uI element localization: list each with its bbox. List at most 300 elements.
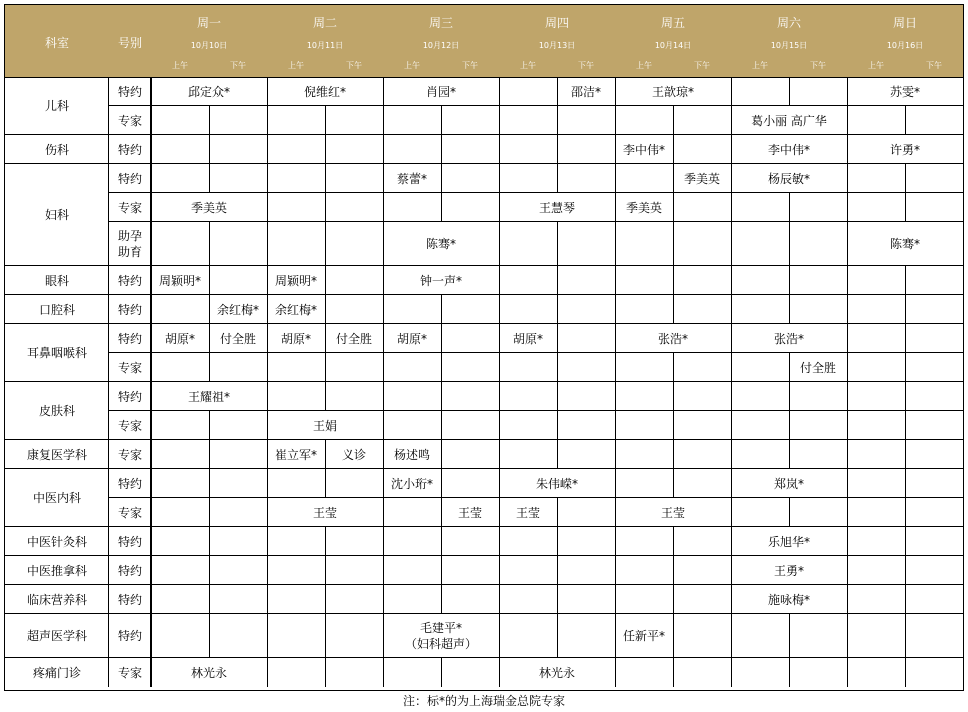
doctor-slot: 王歆琼* [651, 84, 694, 99]
grid-line [963, 382, 964, 411]
doctor-slot: 邱定众* [187, 84, 230, 99]
booking-type-cell: 特约 [117, 389, 142, 404]
doctor-slot: 季美英 [190, 200, 227, 215]
grid-line [905, 382, 906, 411]
grid-line [325, 295, 326, 324]
grid-line [615, 106, 616, 135]
department-name: 疼痛门诊 [32, 665, 81, 680]
schedule-table [4, 4, 964, 691]
grid-line [789, 77, 790, 106]
grid-line [615, 585, 616, 614]
header-day-date: 10月10日 [190, 41, 228, 50]
grid-line [441, 324, 442, 353]
grid-line [905, 295, 906, 324]
grid-line [847, 556, 848, 585]
doctor-slot: 杨述鸣 [393, 447, 430, 462]
grid-line [847, 469, 848, 498]
grid-line [151, 440, 152, 469]
grid-line [325, 585, 326, 614]
grid-line [209, 106, 210, 135]
grid-line [325, 469, 326, 498]
header-day-date: 10月14日 [654, 41, 692, 50]
grid-line [325, 658, 326, 687]
grid-line [151, 411, 152, 440]
grid-line [905, 527, 906, 556]
booking-type-cell: 特约 [117, 171, 142, 186]
grid-line [905, 353, 906, 382]
department-name: 妇科 [44, 208, 69, 222]
doctor-slot: 肖园* [425, 84, 456, 99]
doctor-slot: 乐旭华* [767, 534, 810, 549]
doctor-slot: 沈小珩* [390, 476, 433, 491]
grid-line [673, 440, 674, 469]
department-name: 中医推拿科 [26, 563, 87, 578]
grid-line [789, 498, 790, 527]
grid-line [615, 527, 616, 556]
doctor-slot: 钟一声* [419, 273, 462, 288]
doctor-slot: 王勇* [773, 563, 804, 578]
header-am-label: 上午 [520, 61, 536, 70]
grid-line [151, 556, 152, 585]
grid-line [731, 353, 732, 382]
grid-line [905, 469, 906, 498]
grid-line [499, 353, 500, 382]
grid-line [731, 193, 732, 222]
doctor-slot: 胡原* [512, 331, 543, 346]
grid-line [151, 295, 152, 324]
grid-line [615, 440, 616, 469]
grid-line [789, 440, 790, 469]
grid-line [905, 411, 906, 440]
grid-line [673, 222, 674, 266]
table-header [5, 5, 963, 77]
grid-line [673, 382, 674, 411]
header-pm-label: 下午 [694, 61, 710, 70]
grid-line [499, 164, 500, 193]
doctor-slot: 朱伟嵘* [535, 476, 578, 491]
doctor-slot: 付全胜 [335, 331, 372, 346]
department-name: 康复医学科 [26, 447, 87, 462]
grid-line [267, 222, 268, 266]
doctor-slot: 王慧琴 [538, 200, 575, 215]
grid-line [673, 295, 674, 324]
grid-line [499, 106, 500, 135]
grid-line [673, 411, 674, 440]
grid-line [615, 164, 616, 193]
grid-line [151, 614, 152, 658]
grid-line [151, 469, 152, 498]
grid-line [557, 164, 558, 193]
doctor-slot: 崔立军* [274, 447, 317, 462]
doctor-slot: 胡原* [280, 331, 311, 346]
grid-line [731, 77, 732, 106]
grid-line [963, 556, 964, 585]
grid-line [325, 222, 326, 266]
grid-line [905, 556, 906, 585]
doctor-slot: 胡原* [396, 331, 427, 346]
grid-line [267, 106, 268, 135]
doctor-slot: 王莹 [515, 505, 540, 520]
grid-line [557, 411, 558, 440]
grid-line [499, 614, 500, 658]
header-pm-label: 下午 [346, 61, 362, 70]
grid-line [383, 527, 384, 556]
grid-line [615, 469, 616, 498]
grid-line [905, 614, 906, 658]
header-day-name: 周二 [312, 16, 337, 30]
grid-line [557, 585, 558, 614]
grid-line [673, 353, 674, 382]
grid-line [383, 353, 384, 382]
grid-line [963, 440, 964, 469]
grid-line [441, 469, 442, 498]
grid-line [499, 135, 500, 164]
grid-line [963, 135, 964, 164]
grid-line [673, 193, 674, 222]
booking-type-cell: 特约 [117, 629, 142, 643]
booking-type-cell: 特约 [117, 331, 142, 346]
grid-line [963, 585, 964, 614]
doctor-slot: 邵洁* [570, 84, 601, 99]
grid-line [383, 382, 384, 411]
grid-line [325, 193, 326, 222]
grid-line [151, 222, 152, 266]
grid-line [150, 77, 151, 687]
grid-line [847, 382, 848, 411]
grid-line [963, 295, 964, 324]
grid-line [673, 556, 674, 585]
doctor-slot: 任新平* [622, 629, 665, 643]
grid-line [731, 658, 732, 687]
booking-type-cell: 特约 [117, 592, 142, 607]
doctor-slot: 施咏梅* [767, 592, 810, 607]
grid-line [5, 77, 963, 78]
grid-line [673, 585, 674, 614]
grid-line [441, 585, 442, 614]
grid-line [267, 193, 268, 222]
grid-line [789, 411, 790, 440]
grid-line [905, 585, 906, 614]
header-day-name: 周日 [892, 16, 917, 30]
grid-line [963, 77, 964, 106]
grid-line [499, 266, 500, 295]
grid-line [731, 222, 732, 266]
header-day-date: 10月12日 [422, 41, 460, 50]
grid-line [789, 193, 790, 222]
grid-line [963, 658, 964, 687]
grid-line [209, 135, 210, 164]
grid-line [905, 498, 906, 527]
doctor-slot: 付全胜 [219, 331, 256, 346]
header-am-label: 上午 [288, 61, 304, 70]
grid-line [905, 266, 906, 295]
grid-line [673, 469, 674, 498]
doctor-slot: 义诊 [341, 447, 366, 462]
booking-type-cell: 特约 [117, 142, 142, 157]
department-name: 眼科 [44, 273, 69, 288]
grid-line [151, 498, 152, 527]
grid-line [209, 469, 210, 498]
grid-line [209, 527, 210, 556]
grid-line [789, 382, 790, 411]
booking-type-cell: 特约 [117, 563, 142, 578]
grid-line [441, 440, 442, 469]
header-pm-label: 下午 [578, 61, 594, 70]
grid-line [209, 498, 210, 527]
grid-line [673, 135, 674, 164]
department-name: 皮肤科 [38, 404, 75, 418]
doctor-slot: 王娟 [312, 418, 337, 433]
grid-line [383, 295, 384, 324]
grid-line [557, 527, 558, 556]
doctor-slot: 李中伟* [622, 142, 665, 157]
grid-line [267, 585, 268, 614]
grid-line [963, 527, 964, 556]
grid-line [108, 77, 109, 687]
grid-line [383, 106, 384, 135]
header-dept-label: 科室 [44, 36, 69, 50]
doctor-slot: 周颖明* [274, 273, 317, 288]
grid-line [383, 585, 384, 614]
grid-line [789, 614, 790, 658]
grid-line [557, 382, 558, 411]
grid-line [557, 556, 558, 585]
grid-line [267, 658, 268, 687]
booking-type-cell: 特约 [117, 84, 142, 99]
footnote: 注：标*的为上海瑞金总院专家 [402, 694, 565, 708]
header-am-label: 上午 [636, 61, 652, 70]
doctor-slot: 余红梅* [216, 302, 259, 317]
header-day-name: 周五 [660, 16, 685, 30]
doctor-slot: 林光永 [538, 665, 575, 680]
grid-line [963, 222, 964, 266]
department-name: 口腔科 [38, 302, 75, 317]
grid-line [499, 77, 500, 106]
header-am-label: 上午 [172, 61, 188, 70]
doctor-slot: 倪维红* [303, 84, 346, 99]
grid-line [557, 440, 558, 469]
grid-line [441, 527, 442, 556]
grid-line [905, 658, 906, 687]
grid-line [847, 353, 848, 382]
header-am-label: 上午 [404, 61, 420, 70]
grid-line [847, 106, 848, 135]
grid-line [963, 324, 964, 353]
header-day-date: 10月13日 [538, 41, 576, 50]
grid-line [847, 266, 848, 295]
grid-line [615, 295, 616, 324]
booking-type-cell: 特约 [117, 302, 142, 317]
grid-line [847, 324, 848, 353]
doctor-slot: 张浩* [657, 331, 688, 346]
grid-line [963, 469, 964, 498]
doctor-slot: 蔡蕾* [396, 171, 427, 186]
grid-line [847, 585, 848, 614]
grid-line [905, 193, 906, 222]
grid-line [441, 295, 442, 324]
grid-line [905, 440, 906, 469]
grid-line [267, 469, 268, 498]
grid-line [847, 498, 848, 527]
grid-line [499, 440, 500, 469]
grid-line [151, 164, 152, 193]
grid-line [963, 411, 964, 440]
grid-line [267, 353, 268, 382]
department-name: 中医针灸科 [26, 534, 87, 549]
grid-line [557, 106, 558, 135]
grid-line [615, 382, 616, 411]
grid-line [325, 382, 326, 411]
grid-line [963, 193, 964, 222]
grid-line [499, 411, 500, 440]
grid-line [731, 614, 732, 658]
grid-line [441, 353, 442, 382]
doctor-slot: 林光永 [190, 665, 227, 680]
doctor-slot: 杨辰敏* [767, 171, 810, 186]
department-name: 临床营养科 [26, 592, 87, 607]
grid-line [209, 411, 210, 440]
header-pm-label: 下午 [810, 61, 826, 70]
booking-type-cell: 助孕 助育 [117, 229, 142, 259]
doctor-slot: 李中伟* [767, 142, 810, 157]
grid-line [963, 614, 964, 658]
grid-line [441, 164, 442, 193]
grid-line [847, 411, 848, 440]
grid-line [557, 266, 558, 295]
doctor-slot: 王莹 [660, 505, 685, 520]
grid-line [731, 498, 732, 527]
doctor-slot: 苏雯* [889, 84, 920, 99]
header-am-label: 上午 [752, 61, 768, 70]
grid-line [499, 556, 500, 585]
booking-type-cell: 专家 [117, 113, 142, 128]
grid-line [267, 382, 268, 411]
grid-line [731, 440, 732, 469]
grid-line [151, 527, 152, 556]
grid-line [789, 222, 790, 266]
grid-line [209, 440, 210, 469]
grid-line [615, 353, 616, 382]
grid-line [499, 382, 500, 411]
doctor-slot: 付全胜 [799, 360, 836, 375]
grid-line [151, 585, 152, 614]
grid-line [789, 295, 790, 324]
grid-line [209, 585, 210, 614]
doctor-slot: 张浩* [773, 331, 804, 346]
header-pm-label: 下午 [230, 61, 246, 70]
grid-line [847, 614, 848, 658]
grid-line [847, 193, 848, 222]
department-name: 伤科 [44, 142, 69, 157]
grid-line [963, 164, 964, 193]
grid-line [209, 164, 210, 193]
header-am-label: 上午 [868, 61, 884, 70]
grid-line [441, 135, 442, 164]
grid-line [441, 106, 442, 135]
grid-line [499, 222, 500, 266]
department-name: 儿科 [44, 99, 69, 113]
booking-type-cell: 特约 [117, 534, 142, 549]
grid-line [209, 353, 210, 382]
doctor-slot: 王莹 [457, 505, 482, 520]
doctor-slot: 郑岚* [773, 476, 804, 491]
grid-line [499, 585, 500, 614]
doctor-slot: 毛建平* （妇科超声） [404, 621, 477, 651]
header-day-name: 周一 [196, 16, 221, 30]
grid-line [325, 106, 326, 135]
grid-line [325, 353, 326, 382]
grid-line [557, 324, 558, 353]
header-type-label: 号别 [117, 36, 142, 50]
department-name: 超声医学科 [26, 629, 87, 643]
doctor-slot: 陈骞* [425, 237, 456, 251]
booking-type-cell: 特约 [117, 476, 142, 491]
grid-line [499, 527, 500, 556]
grid-line [847, 658, 848, 687]
booking-type-cell: 特约 [117, 273, 142, 288]
grid-line [731, 266, 732, 295]
grid-line [325, 527, 326, 556]
header-day-name: 周六 [776, 16, 801, 30]
grid-line [383, 193, 384, 222]
grid-line [673, 614, 674, 658]
grid-line [963, 106, 964, 135]
grid-line [615, 266, 616, 295]
header-day-date: 10月11日 [306, 41, 344, 50]
grid-line [905, 324, 906, 353]
grid-line [383, 135, 384, 164]
grid-line [905, 106, 906, 135]
grid-line [267, 164, 268, 193]
grid-line [441, 382, 442, 411]
header-day-date: 10月16日 [886, 41, 924, 50]
booking-type-cell: 专家 [117, 505, 142, 520]
department-name: 中医内科 [32, 491, 81, 505]
grid-line [963, 498, 964, 527]
doctor-slot: 季美英 [625, 200, 662, 215]
grid-line [209, 614, 210, 658]
grid-line [963, 266, 964, 295]
grid-line [673, 266, 674, 295]
grid-line [557, 614, 558, 658]
grid-line [847, 527, 848, 556]
grid-line [383, 411, 384, 440]
grid-line [557, 295, 558, 324]
grid-line [615, 556, 616, 585]
grid-line [383, 658, 384, 687]
header-day-date: 10月15日 [770, 41, 808, 50]
grid-line [673, 106, 674, 135]
booking-type-cell: 专家 [117, 665, 142, 680]
grid-line [615, 411, 616, 440]
grid-line [847, 295, 848, 324]
grid-line [109, 410, 963, 411]
grid-line [905, 164, 906, 193]
doctor-slot: 王莹 [312, 505, 337, 520]
department-name: 耳鼻咽喉科 [26, 346, 87, 360]
grid-line [441, 556, 442, 585]
grid-line [557, 135, 558, 164]
grid-line [615, 222, 616, 266]
grid-line [731, 382, 732, 411]
header-day-name: 周三 [428, 16, 453, 30]
grid-line [383, 498, 384, 527]
grid-line [963, 353, 964, 382]
grid-line [847, 164, 848, 193]
grid-line [209, 266, 210, 295]
header-day-name: 周四 [544, 16, 569, 30]
grid-line [441, 658, 442, 687]
